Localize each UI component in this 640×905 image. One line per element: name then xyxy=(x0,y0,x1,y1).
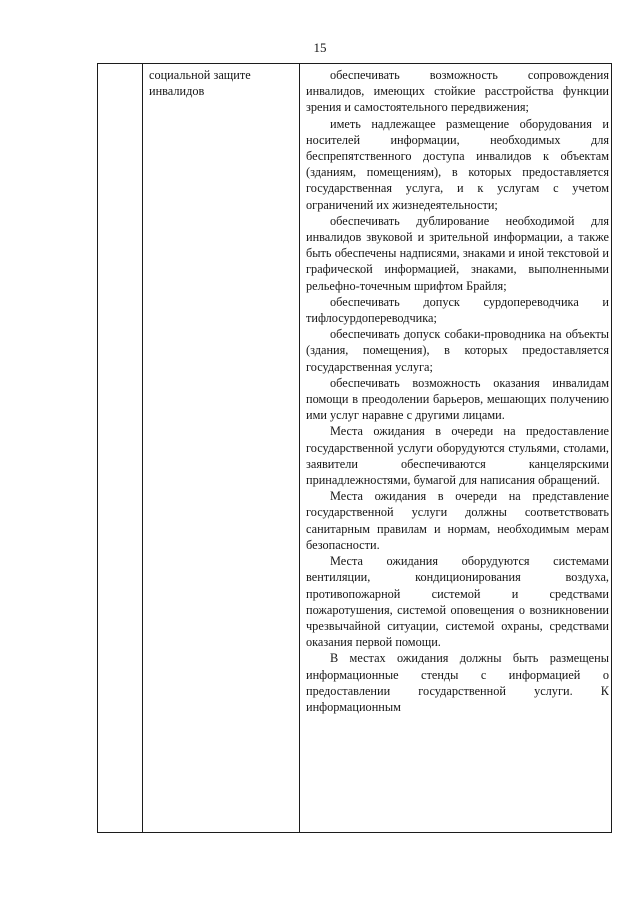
paragraph: обеспечивать допуск собаки-проводника на объекты (здания, помещения), в которых предоставляется государственная услуга; xyxy=(306,327,609,374)
column-divider-1 xyxy=(142,64,143,832)
paragraph: В местах ожидания должны быть размещены информационные стенды с информацией о предоставлении государственной услуги. К информационным xyxy=(306,651,609,714)
cell-text-line: инвалидов xyxy=(149,84,205,99)
paragraph: обеспечивать дублирование необходимой для инвалидов звуковой и зрительной информации, а также быть обеспечены надписями, знаками и иной текстовой и графической информацией, знаками, выполненными рельефно-точечным шрифтом Брайля; xyxy=(306,213,609,293)
paragraph: обеспечивать возможность сопровождения инвалидов, имеющих стойкие расстройства функции зрения и самостоятельного передвижения; xyxy=(306,68,609,115)
table-cell-service-name xyxy=(149,67,295,99)
paragraph: иметь надлежащее размещение оборудования и носителей информации, необходимых для беспрепятственного доступа инвалидов к объектам (зданиям, помещениям), в которых предоставляется государственная услуга, и к услугам с учетом ограничений их жизнедеятельности; xyxy=(306,116,609,212)
page-number: 15 xyxy=(313,40,327,55)
paragraph: Места ожидания в очереди на представление государственной услуги должны соответствовать санитарным правилам и нормам, необходимым мерам безопасности. xyxy=(306,489,609,552)
document-table xyxy=(97,63,612,833)
paragraph: обеспечивать допуск сурдопереводчика и тифлосурдопереводчика; xyxy=(306,294,609,326)
paragraph: обеспечивать возможность оказания инвалидам помощи в преодолении барьеров, мешающих получению ими услуг наравне с другими лицами. xyxy=(306,375,609,423)
cell-text-line: социальной защите xyxy=(149,68,251,82)
paragraph: Места ожидания оборудуются системами вентиляции, кондиционирования воздуха, противопожарной системой и средствами пожаротушения, системой оповещения о возникновении чрезвычайной ситуации, системой охраны, средствами оказания первой помощи. xyxy=(306,554,609,650)
table-cell-requirements xyxy=(306,67,609,831)
paragraph: Места ожидания в очереди на предоставление государственной услуги оборудуются стульями, столами, заявители обеспечиваются канцелярскими принадлежностями, бумагой для написания обращений. xyxy=(306,424,609,488)
column-divider-2 xyxy=(299,64,300,832)
